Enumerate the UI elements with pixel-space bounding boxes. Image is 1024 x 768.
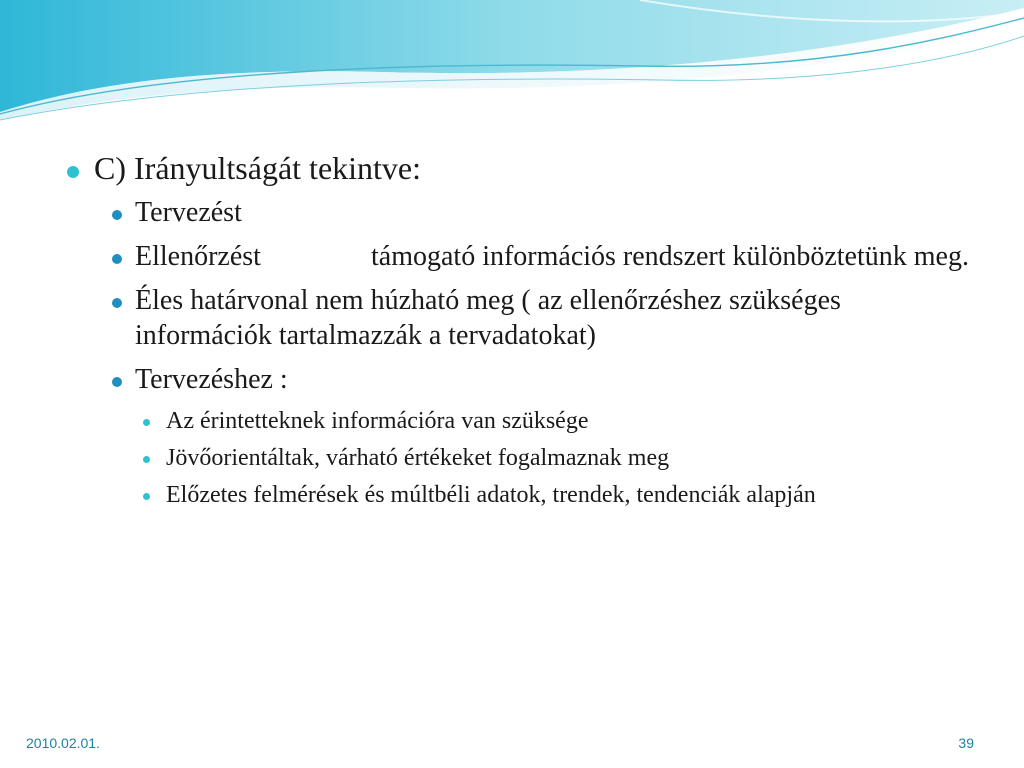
bullet-item-eles-hatarvonal: [107, 283, 978, 355]
item-text-right: támogató információs rendszert különböztetünk meg.: [371, 240, 969, 272]
bullet-dot-icon: [112, 210, 122, 220]
bullet-item-tervezeshez: [107, 362, 978, 398]
subitem-text: Előzetes felmérések és múltbéli adatok, trendek, tendenciák alapján: [166, 481, 816, 508]
sub-bullet-item-3: [138, 480, 978, 511]
slide-content: [58, 148, 978, 516]
subitem-text: Jövőorientáltak, várható értékeket fogalmaznak meg: [166, 444, 670, 471]
item-text: Tervezést: [135, 196, 242, 228]
sub-bullet-item-2: [138, 443, 978, 474]
bullet-dot-icon: [112, 254, 122, 264]
bullet-item-tervezest: [107, 195, 978, 231]
bullet-dot-icon: [67, 166, 79, 178]
bullet-dot-icon: [143, 419, 150, 426]
bullet-heading: [58, 148, 978, 189]
bullet-dot-icon: [143, 493, 150, 500]
bullet-dot-icon: [112, 298, 122, 308]
item-text: Tervezéshez :: [135, 364, 288, 396]
subitem-text: Az érintetteknek információra van szüksége: [166, 408, 589, 435]
header-wave-decoration: [0, 0, 1024, 130]
heading-text: C) Irányultságát tekintve:: [94, 150, 422, 186]
slide-number: 39: [958, 735, 974, 751]
footer-date: 2010.02.01.: [26, 735, 100, 751]
sub-bullet-item-1: [138, 406, 978, 437]
item-text-left: Ellenőrzést: [135, 240, 261, 272]
item-text: Éles határvonal nem húzható meg ( az ellenőrzéshez szükséges információk tartalmazzák a tervadatokat): [135, 284, 841, 352]
bullet-dot-icon: [112, 377, 122, 387]
bullet-dot-icon: [143, 456, 150, 463]
bullet-item-ellenorzest: [107, 239, 978, 275]
